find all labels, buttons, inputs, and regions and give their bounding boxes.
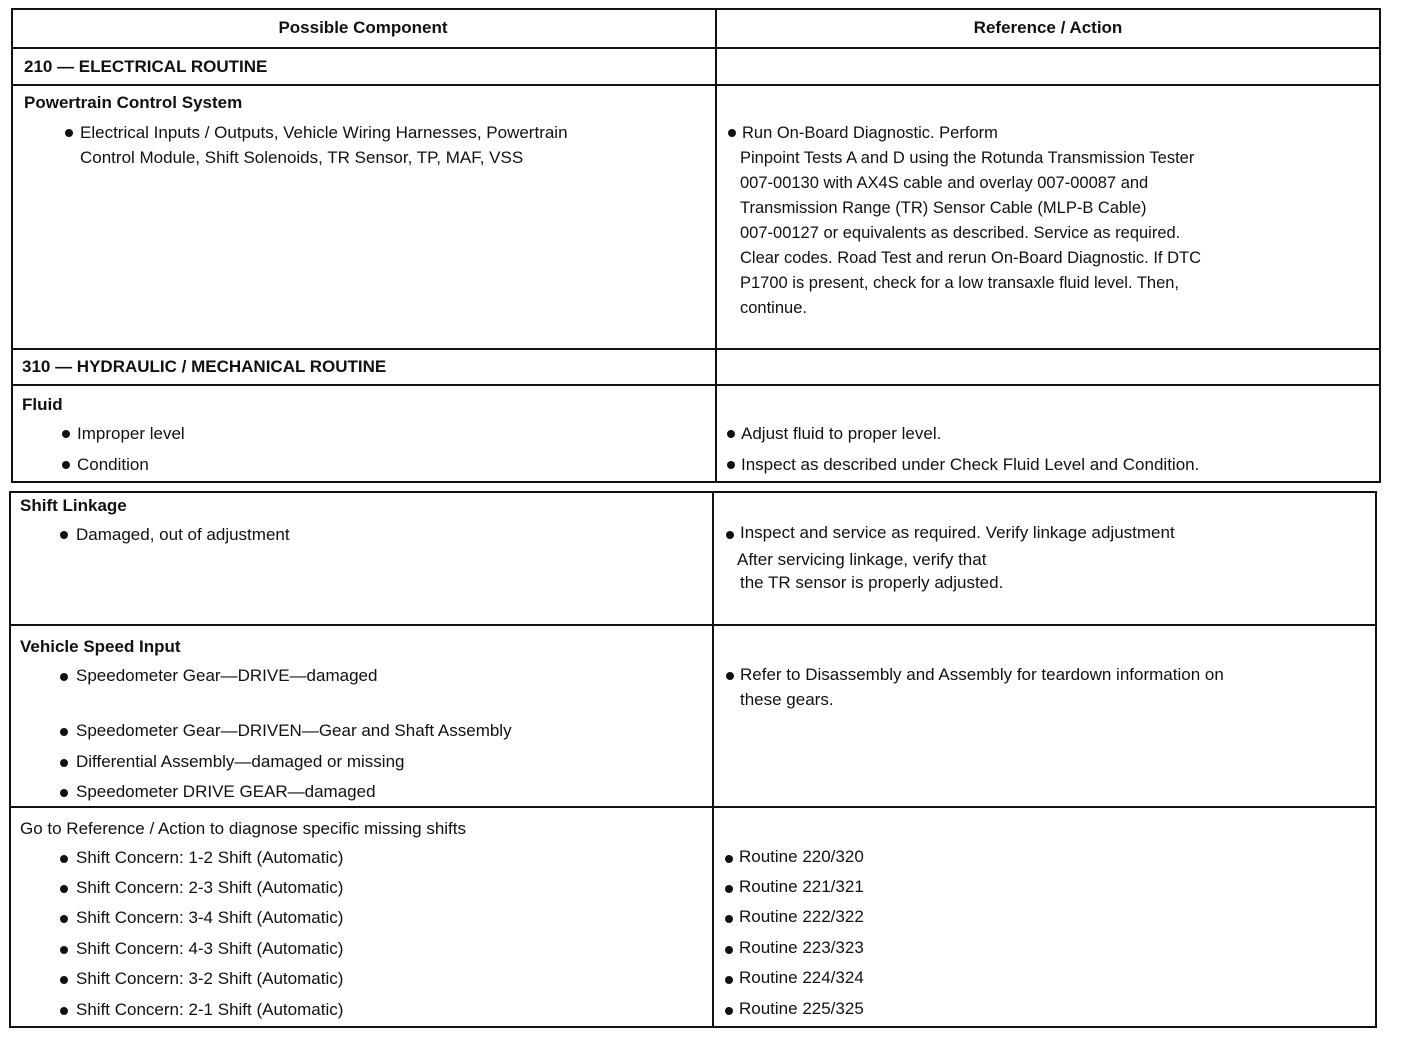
row-divider xyxy=(11,348,1381,350)
powertrain-action-line: 007-00130 with AX4S cable and overlay 007-00087 and xyxy=(740,174,1149,192)
fluid-item: Condition xyxy=(77,455,149,474)
shift-concern-item: Shift Concern: 1-2 Shift (Automatic) xyxy=(76,848,344,867)
bullet-icon xyxy=(60,855,68,863)
fluid-action: Inspect as described under Check Fluid Level and Condition. xyxy=(741,455,1200,474)
column-header-component: Possible Component xyxy=(278,18,448,37)
section-title-210: 210 — ELECTRICAL ROUTINE xyxy=(24,57,268,76)
bullet-icon xyxy=(65,129,73,137)
row-divider xyxy=(11,47,1381,49)
speed-action-line: Refer to Disassembly and Assembly for teardown information on xyxy=(740,665,1224,684)
section-title-310: 310 — HYDRAULIC / MECHANICAL ROUTINE xyxy=(22,357,387,376)
column-header-action: Reference / Action xyxy=(973,18,1123,37)
bullet-icon xyxy=(725,946,733,954)
powertrain-item-line2: Control Module, Shift Solenoids, TR Sensor, TP, MAF, VSS xyxy=(80,148,524,167)
routine-reference: Routine 222/322 xyxy=(739,907,864,926)
speed-item: Speedometer DRIVE GEAR—damaged xyxy=(76,782,376,801)
bullet-icon xyxy=(60,915,68,923)
bullet-icon xyxy=(726,531,734,539)
bullet-icon xyxy=(60,946,68,954)
bullet-icon xyxy=(60,789,68,797)
powertrain-action-line: P1700 is present, check for a low transaxle fluid level. Then, xyxy=(740,274,1180,292)
powertrain-action-line: 007-00127 or equivalents as described. Service as required. xyxy=(740,224,1181,242)
routine-reference: Routine 223/323 xyxy=(739,938,864,957)
row-divider xyxy=(9,806,1377,808)
bullet-icon xyxy=(725,1007,733,1015)
shift-concern-item: Shift Concern: 3-4 Shift (Automatic) xyxy=(76,908,344,927)
fluid-title: Fluid xyxy=(22,395,63,414)
bullet-icon xyxy=(60,885,68,893)
routine-reference: Routine 224/324 xyxy=(739,968,864,987)
row-divider xyxy=(11,384,1381,386)
bullet-icon xyxy=(728,129,736,137)
routine-reference: Routine 221/321 xyxy=(739,877,864,896)
speed-item: Speedometer Gear—DRIVEN—Gear and Shaft Assembly xyxy=(76,721,512,740)
bullet-icon xyxy=(725,885,733,893)
lower-column-divider xyxy=(712,491,714,1028)
row-divider xyxy=(11,84,1381,86)
shift-concern-item: Shift Concern: 4-3 Shift (Automatic) xyxy=(76,939,344,958)
shift-concern-item: Shift Concern: 2-3 Shift (Automatic) xyxy=(76,878,344,897)
bullet-icon xyxy=(60,976,68,984)
bullet-icon xyxy=(60,759,68,767)
bullet-icon xyxy=(727,461,735,469)
powertrain-title: Powertrain Control System xyxy=(24,93,243,112)
speed-item: Speedometer Gear—DRIVE—damaged xyxy=(76,666,378,685)
powertrain-action-line: Pinpoint Tests A and D using the Rotunda Transmission Tester xyxy=(740,149,1195,167)
linkage-action-line: After servicing linkage, verify that xyxy=(737,550,987,569)
bullet-icon xyxy=(60,728,68,736)
row-divider xyxy=(9,624,1377,626)
bullet-icon xyxy=(725,976,733,984)
bullet-icon xyxy=(62,430,70,438)
speed-title: Vehicle Speed Input xyxy=(20,637,181,656)
shift-concern-item: Shift Concern: 3-2 Shift (Automatic) xyxy=(76,969,344,988)
routine-reference: Routine 225/325 xyxy=(739,999,864,1018)
upper-column-divider xyxy=(715,8,717,483)
bullet-icon xyxy=(60,531,68,539)
bullet-icon xyxy=(727,430,735,438)
linkage-title: Shift Linkage xyxy=(20,496,127,515)
powertrain-action-line: Run On-Board Diagnostic. Perform xyxy=(742,124,998,142)
bullet-icon xyxy=(60,1007,68,1015)
speed-item: Differential Assembly—damaged or missing xyxy=(76,752,405,771)
linkage-action-line: Inspect and service as required. Verify linkage adjustment xyxy=(740,523,1175,542)
linkage-action-line: the TR sensor is properly adjusted. xyxy=(740,573,1004,592)
fluid-action: Adjust fluid to proper level. xyxy=(741,424,942,443)
linkage-item: Damaged, out of adjustment xyxy=(76,525,290,544)
bullet-icon xyxy=(725,855,733,863)
bullet-icon xyxy=(726,672,734,680)
shift-concern-item: Shift Concern: 2-1 Shift (Automatic) xyxy=(76,1000,344,1019)
bullet-icon xyxy=(62,461,70,469)
powertrain-action-line: Transmission Range (TR) Sensor Cable (MLP-B Cable) xyxy=(740,199,1147,217)
routine-reference: Routine 220/320 xyxy=(739,847,864,866)
powertrain-action-line: Clear codes. Road Test and rerun On-Board Diagnostic. If DTC xyxy=(740,249,1201,267)
powertrain-action-line: continue. xyxy=(740,299,807,317)
bullet-icon xyxy=(725,915,733,923)
powertrain-item-line1: Electrical Inputs / Outputs, Vehicle Wiring Harnesses, Powertrain xyxy=(80,123,568,142)
bullet-icon xyxy=(60,673,68,681)
goto-title: Go to Reference / Action to diagnose specific missing shifts xyxy=(20,819,467,838)
fluid-item: Improper level xyxy=(77,424,185,443)
speed-action-line: these gears. xyxy=(740,690,834,709)
